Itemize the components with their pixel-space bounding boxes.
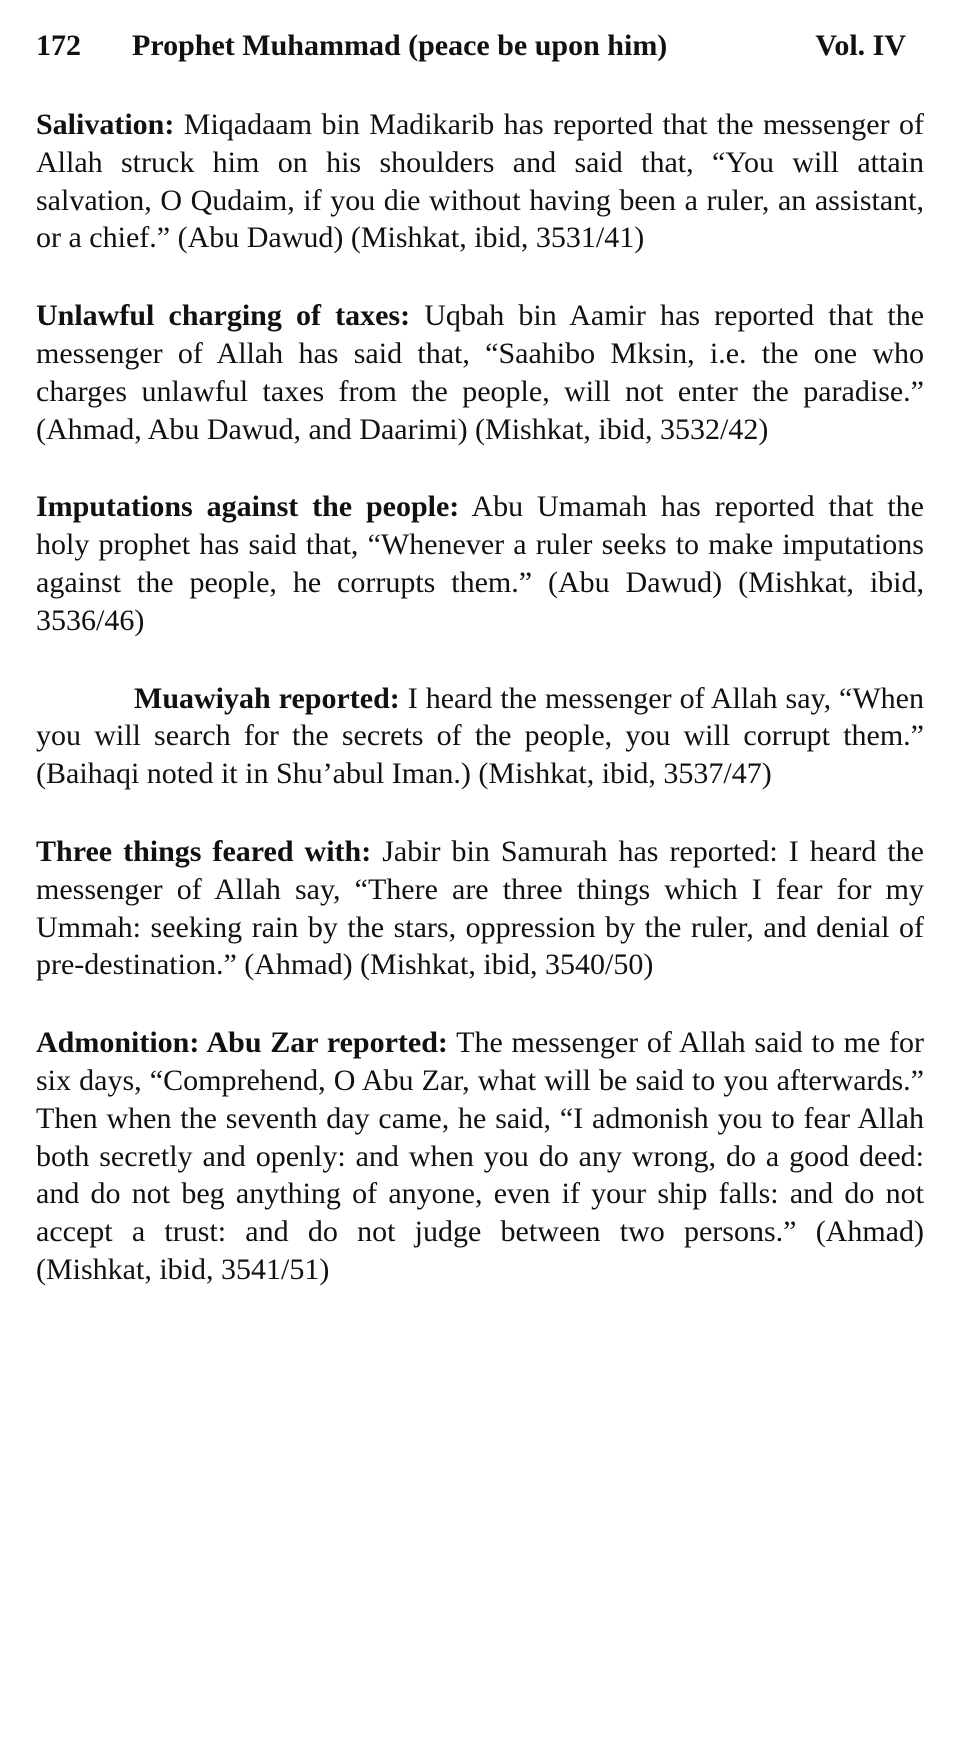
paragraph-heading: Salivation: xyxy=(36,108,175,141)
paragraph-heading: Three things feared with: xyxy=(36,834,372,868)
paragraph-muawiyah xyxy=(36,680,924,793)
running-header xyxy=(36,26,924,66)
volume-label: Vol. IV xyxy=(815,29,906,62)
paragraph-text: I heard the messenger of Allah say, “When you will search for the secrets of the people, you will corrupt them.” (Baihaqi noted it in Shu’abul Iman.) (Mishkat, ibid, 3537/47) xyxy=(36,681,924,791)
paragraph-heading: Imputations against the people: xyxy=(36,490,460,524)
paragraph-heading: Admonition: Abu Zar reported: xyxy=(36,1026,448,1060)
paragraph-admonition xyxy=(36,1024,924,1289)
paragraph-imputations xyxy=(36,488,924,639)
paragraph-heading: Unlawful charging of taxes: xyxy=(36,299,411,333)
paragraph-text: Uqbah bin Aamir has reported that the messenger of Allah has said that, “Saahibo Mksin, i.e. the one who charges unlawful taxes from the people, will not enter the paradise.” (Ahmad, Abu Dawud, and Daarimi) (Mishkat, ibid, 3532/42) xyxy=(36,299,925,446)
book-title: Prophet Muhammad (peace be upon him) xyxy=(132,29,668,62)
paragraph-unlawful-taxes xyxy=(36,297,924,448)
header-left xyxy=(36,26,667,66)
paragraph-three-things xyxy=(36,833,924,984)
page-number: 172 xyxy=(36,29,81,62)
paragraph-salvation xyxy=(36,106,924,257)
paragraph-text: Jabir bin Samurah has reported: I heard the messenger of Allah say, “There are three things which I fear for my Ummah: seeking rain by the stars, oppression by the ruler, and denial of pre-destination.” (Ahmad) (Mishkat, ibid, 3540/50) xyxy=(36,834,924,982)
paragraph-text: The messenger of Allah said to me for six days, “Comprehend, O Abu Zar, what will be said to you afterwards.” Then when the seventh day came, he said, “I admonish you to fear Allah both secretly and openly: and when you do any wrong, do a good deed: and do not beg anything of anyone, even if your ship falls: and do not accept a trust: and do not judge between two persons.” (Ahmad) (Mishkat, ibid, 3541/51) xyxy=(36,1026,925,1286)
book-page xyxy=(36,26,924,1329)
paragraph-text: Abu Umamah has reported that the holy prophet has said that, “Whenever a ruler seeks to make imputations against the people, he corrupts them.” (Abu Dawud) (Mishkat, ibid, 3536/46) xyxy=(36,490,924,637)
paragraph-heading: Muawiyah reported: xyxy=(134,681,400,715)
paragraph-text: Miqadaam bin Madikarib has reported that the messenger of Allah struck him on his shoulders and said that, “You will attain salvation, O Qudaim, if you die without having been a ruler, an assistant, or a chief.” (Abu Dawud) (Mishkat, ibid, 3531/41) xyxy=(36,108,924,255)
